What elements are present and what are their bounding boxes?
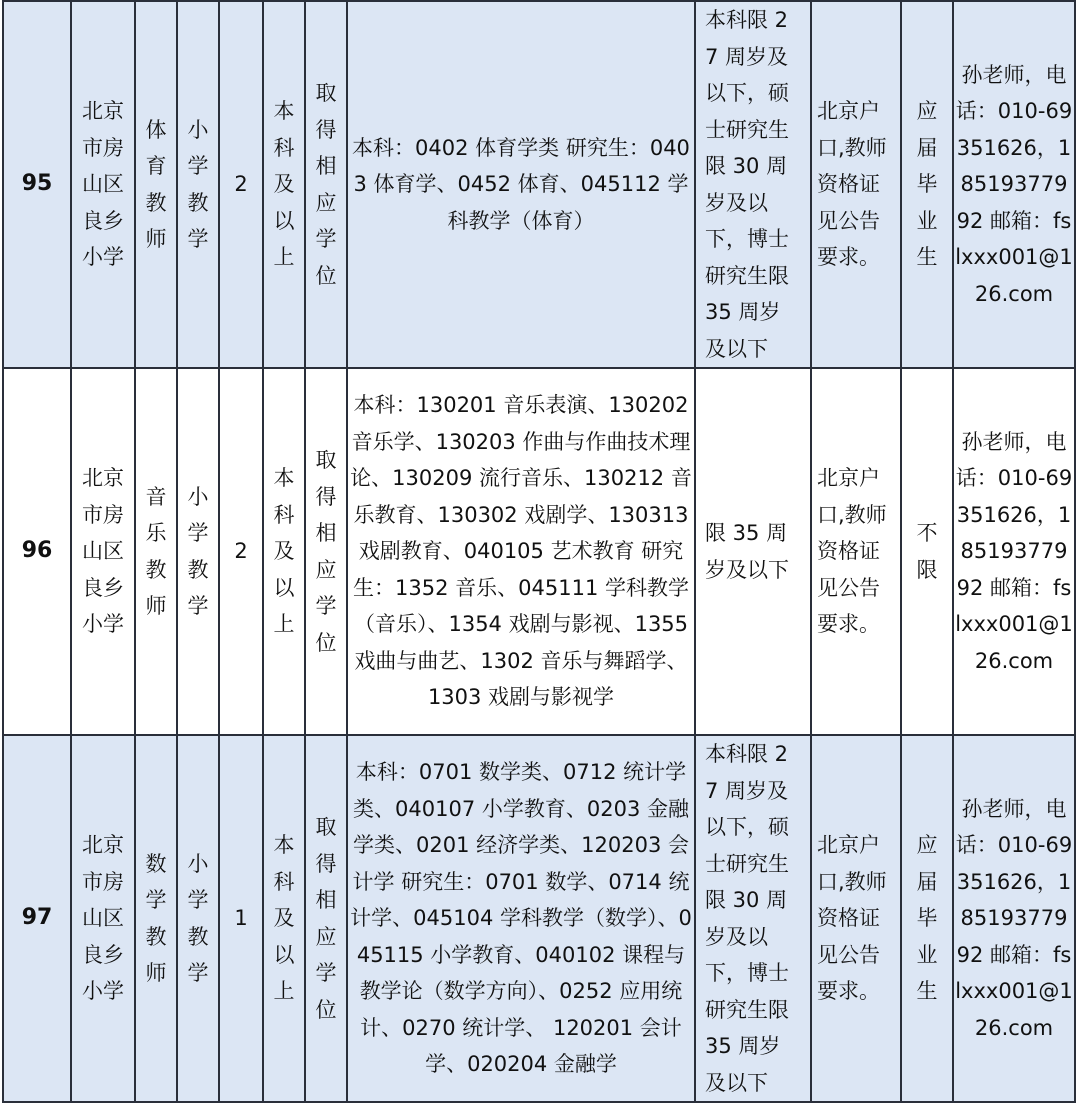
position-category: 小学教学 (177, 735, 219, 1102)
major-requirement: 本科：0701 数学类、0712 统计学类、040107 小学教育、0203 金融学类、0201 经济学类、120203 会计学 研究生：0701 数学、0714 统计学、045104 学科教学（数学）、045115 小学教育、040102 课程与教学论（数学方向）、0252 应用统计、0270 统计学、 120201 会计学、020204 金融学 (347, 735, 695, 1102)
row-number: 96 (3, 368, 71, 735)
applicant-type: 应届毕业生 (901, 735, 953, 1102)
degree-requirement: 取得相应学位 (305, 368, 347, 735)
contact-info: 孙老师，电话：010-69351626，18519377992 邮箱：fslxxx001@126.com (953, 1, 1075, 368)
table-row (3, 1, 1075, 368)
row-number: 97 (3, 735, 71, 1102)
education-requirement: 本科及以上 (263, 735, 305, 1102)
other-requirement: 北京户口,教师资格证见公告要求。 (811, 735, 901, 1102)
education-requirement: 本科及以上 (263, 368, 305, 735)
position-name: 音乐教师 (135, 368, 177, 735)
table-row (3, 368, 1075, 735)
table-row (3, 735, 1075, 1102)
major-requirement: 本科：0402 体育学类 研究生：0403 体育学、0452 体育、045112 学科教学（体育） (347, 1, 695, 368)
other-requirement: 北京户口,教师资格证见公告要求。 (811, 368, 901, 735)
recruitment-table (2, 0, 1076, 1103)
position-name: 数学教师 (135, 735, 177, 1102)
hiring-count: 1 (219, 735, 263, 1102)
age-requirement: 本科限 27 周岁及以下，硕士研究生限 30 周岁及以下，博士研究生限 35 周岁及以下 (695, 735, 811, 1102)
position-category: 小学教学 (177, 368, 219, 735)
employer-unit: 北京市房山区良乡小学 (71, 368, 135, 735)
contact-info: 孙老师，电话：010-69351626，18519377992 邮箱：fslxxx001@126.com (953, 368, 1075, 735)
position-category: 小学教学 (177, 1, 219, 368)
applicant-type: 应届毕业生 (901, 1, 953, 368)
major-requirement: 本科：130201 音乐表演、130202 音乐学、130203 作曲与作曲技术理论、130209 流行音乐、130212 音乐教育、130302 戏剧学、130313 戏剧教育、040105 艺术教育 研究生：1352 音乐、045111 学科教学（音乐）、1354 戏剧与影视、1355 戏曲与曲艺、1302 音乐与舞蹈学、1303 戏剧与影视学 (347, 368, 695, 735)
applicant-type: 不限 (901, 368, 953, 735)
age-requirement: 限 35 周岁及以下 (695, 368, 811, 735)
degree-requirement: 取得相应学位 (305, 735, 347, 1102)
employer-unit: 北京市房山区良乡小学 (71, 735, 135, 1102)
education-requirement: 本科及以上 (263, 1, 305, 368)
degree-requirement: 取得相应学位 (305, 1, 347, 368)
hiring-count: 2 (219, 368, 263, 735)
hiring-count: 2 (219, 1, 263, 368)
contact-info: 孙老师，电话：010-69351626，18519377992 邮箱：fslxxx001@126.com (953, 735, 1075, 1102)
position-name: 体育教师 (135, 1, 177, 368)
employer-unit: 北京市房山区良乡小学 (71, 1, 135, 368)
age-requirement: 本科限 27 周岁及以下，硕士研究生限 30 周岁及以下，博士研究生限 35 周岁及以下 (695, 1, 811, 368)
row-number: 95 (3, 1, 71, 368)
other-requirement: 北京户口,教师资格证见公告要求。 (811, 1, 901, 368)
